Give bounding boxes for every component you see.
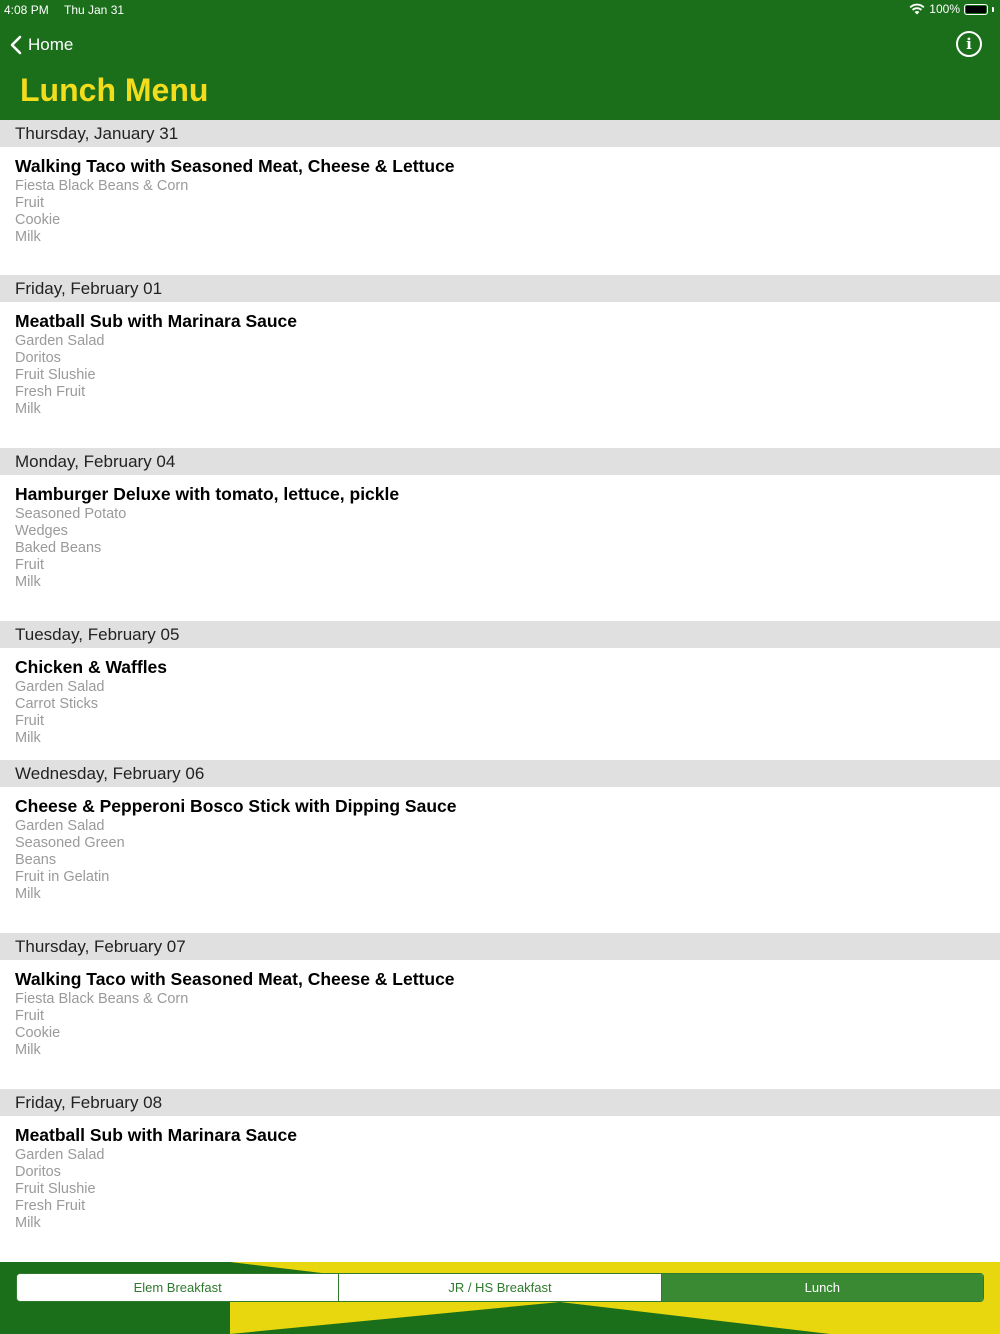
status-indicators	[909, 2, 994, 16]
day-body	[0, 960, 1000, 1059]
day-section	[0, 275, 1000, 448]
side-item: Milk	[15, 1215, 41, 1231]
day-body	[0, 648, 1000, 747]
side-item: Garden Salad	[15, 818, 105, 834]
day-header: Tuesday, February 05	[0, 621, 1000, 648]
wifi-icon	[909, 3, 925, 15]
side-item: Fruit	[15, 1008, 44, 1024]
side-item: Fruit Slushie	[15, 367, 96, 383]
day-body	[0, 302, 1000, 418]
side-item: Wedges	[15, 523, 68, 539]
day-body	[0, 1116, 1000, 1232]
side-item: Cookie	[15, 212, 61, 228]
day-header: Monday, February 04	[0, 448, 1000, 475]
day-section	[0, 621, 1000, 760]
day-header: Thursday, February 07	[0, 933, 1000, 960]
day-section	[0, 120, 1000, 275]
side-item: Fresh Fruit	[15, 1198, 86, 1214]
battery-tip	[992, 7, 994, 12]
side-item: Fiesta Black Beans & Corn	[15, 178, 189, 194]
entree-title: Chicken & Waffles	[15, 657, 168, 677]
side-item: Garden Salad	[15, 1147, 105, 1163]
side-item: Garden Salad	[15, 333, 105, 349]
side-item: Garden Salad	[15, 679, 105, 695]
day-header: Friday, February 08	[0, 1089, 1000, 1116]
day-body	[0, 787, 1000, 903]
info-icon[interactable]: i	[956, 31, 982, 57]
battery-icon	[964, 4, 988, 15]
back-button[interactable]	[10, 30, 73, 60]
day-section	[0, 933, 1000, 1089]
day-section	[0, 1089, 1000, 1262]
side-item: Fruit	[15, 713, 44, 729]
chevron-left-icon	[10, 35, 22, 55]
battery-percent: 100%	[929, 2, 960, 16]
entree-title: Meatball Sub with Marinara Sauce	[15, 1125, 298, 1145]
side-item: Baked Beans	[15, 540, 102, 556]
status-date: Thu Jan 31	[64, 3, 125, 17]
side-item: Beans	[15, 852, 57, 868]
day-header: Wednesday, February 06	[0, 760, 1000, 787]
side-item: Fiesta Black Beans & Corn	[15, 991, 189, 1007]
entree-title: Walking Taco with Seasoned Meat, Cheese & Lettuce	[15, 156, 455, 176]
side-item: Cookie	[15, 1025, 61, 1041]
meal-tab-bar	[0, 1262, 1000, 1334]
status-time: 4:08 PM	[4, 3, 49, 17]
side-item: Doritos	[15, 1164, 61, 1180]
side-item: Milk	[15, 229, 41, 245]
day-header: Thursday, January 31	[0, 120, 1000, 147]
side-item: Seasoned Potato	[15, 506, 127, 522]
page-title: Lunch Menu	[20, 72, 209, 108]
side-item: Fruit Slushie	[15, 1181, 96, 1197]
side-item: Fruit	[15, 195, 44, 211]
side-item: Seasoned Green	[15, 835, 125, 851]
day-section	[0, 760, 1000, 933]
nav-header	[0, 0, 1000, 120]
day-body	[0, 475, 1000, 591]
day-section	[0, 448, 1000, 621]
entree-title: Walking Taco with Seasoned Meat, Cheese & Lettuce	[15, 969, 455, 989]
side-item: Milk	[15, 886, 41, 902]
tab-elem-breakfast[interactable]: Elem Breakfast	[17, 1274, 339, 1301]
side-item: Fruit	[15, 557, 44, 573]
side-item: Milk	[15, 574, 41, 590]
day-header: Friday, February 01	[0, 275, 1000, 302]
side-item: Milk	[15, 401, 41, 417]
meal-segmented-control[interactable]	[16, 1273, 984, 1302]
menu-list[interactable]	[0, 120, 1000, 1262]
side-item: Carrot Sticks	[15, 696, 98, 712]
side-item: Doritos	[15, 350, 61, 366]
tab-lunch[interactable]: Lunch	[662, 1274, 983, 1301]
side-item: Fresh Fruit	[15, 384, 86, 400]
entree-title: Cheese & Pepperoni Bosco Stick with Dipping Sauce	[15, 796, 457, 816]
tab-jr-hs-breakfast[interactable]: JR / HS Breakfast	[339, 1274, 661, 1301]
side-item: Milk	[15, 730, 41, 746]
back-button-label: Home	[28, 35, 74, 54]
entree-title: Meatball Sub with Marinara Sauce	[15, 311, 298, 331]
day-body	[0, 147, 1000, 246]
side-item: Fruit in Gelatin	[15, 869, 110, 885]
entree-title: Hamburger Deluxe with tomato, lettuce, pickle	[15, 484, 400, 504]
side-item: Milk	[15, 1042, 41, 1058]
